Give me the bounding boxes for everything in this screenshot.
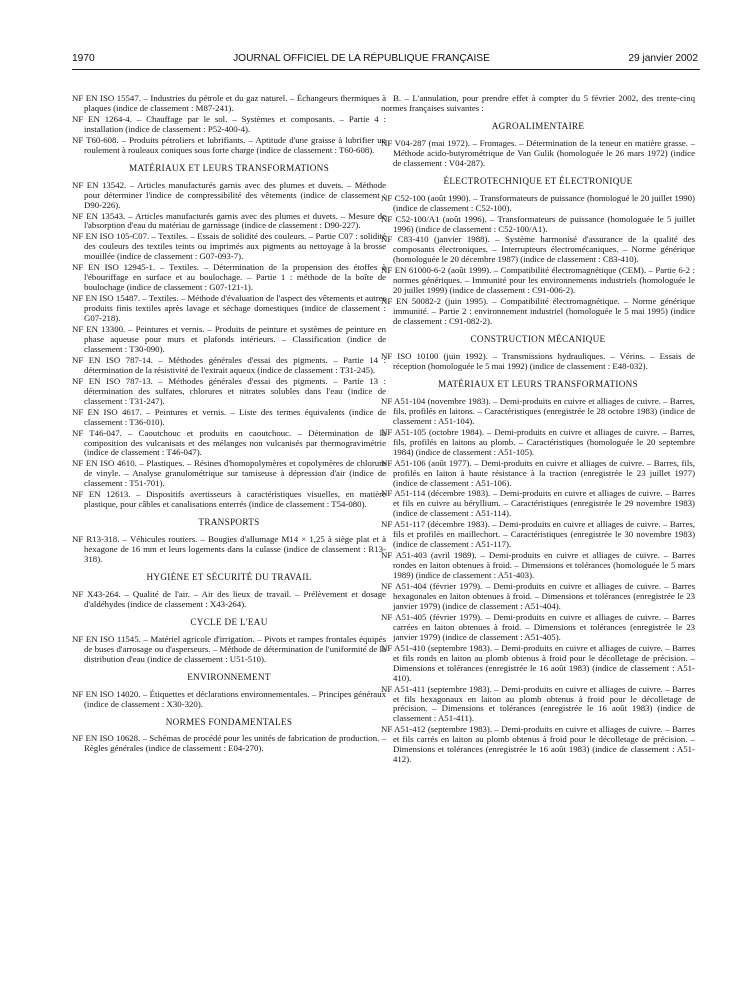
section-heading: NORMES FONDAMENTALES	[165, 716, 293, 727]
standard-entry: NF EN ISO 105-C07. – Textiles. – Essais de solidité des couleurs. – Partie C07 : solidité des couleurs des textiles teints ou imprimés aux pigments au nettoyage à la brosse mouillée (indice de classement : G07-093-7).	[72, 231, 386, 262]
standard-entry: NF A51-403 (avril 1989). – Demi-produits en cuivre et alliages de cuivre. – Barres rondes en laiton obtenues à froid. – Dimensions et tolérances (homologuée le 5 mars 1989) (indice de classement : A51-403).	[381, 550, 695, 581]
standard-entry: NF T46-047. – Caoutchouc et produits en caoutchouc. – Détermination de la composition des vulcanisats et des mélanges non vulcanisés par thermogravimétrie (indice de classement : T46-047).	[72, 427, 386, 458]
standard-entry: NF V04-287 (mai 1972). – Fromages. – Détermination de la teneur en matière grasse. – Méthode acido-butyrométrique de Van Gulik (homologuée le 26 mars 1972) (indice de classement : V04-287).	[381, 137, 695, 168]
standard-entry: NF A51-104 (novembre 1983). – Demi-produits en cuivre et alliages de cuivre. – Barres, fils, profilés en laitons. – Caractéristiques (enregistrée le 28 octobre 1983) (indice de classement : A51-104).	[381, 395, 695, 426]
standard-entry: NF EN 61000-6-2 (août 1999). – Compatibilité électromagnétique (CEM). – Partie 6-2 : normes génériques. – Immunité pour les environnements industriels (homologuée le 20 juillet 1999) (indice de classement : C91-006-2).	[381, 265, 695, 296]
standard-entry: NF EN ISO 15547. – Industries du pétrole et du gaz naturel. – Échangeurs thermiques à plaques (indice de classement : M87-241).	[72, 93, 386, 113]
standard-entry: NF EN 1264-4. – Chauffage par le sol. – Systèmes et composants. – Partie 4 : installation (indice de classement : P52-400-4).	[72, 113, 386, 134]
left-column	[72, 94, 386, 755]
standard-entry: NF EN 13300. – Peintures et vernis. – Produits de peinture et systèmes de peinture en phase aqueuse pour murs et plafonds intérieurs. – Classification (indice de classement : T30-090).	[72, 324, 386, 354]
standard-entry: NF A51-405 (février 1979). – Demi-produits en cuivre et alliages de cuivre. – Barres carrées en laiton obtenues à froid. – Dimensions et tolérances (enregistrée le 23 janvier 1979) (indice de classement : A51-405).	[381, 611, 695, 642]
journal-title: JOURNAL OFFICIEL DE LA RÉPUBLIQUE FRANÇAISE	[233, 52, 490, 64]
standard-entry: NF EN ISO 4610. – Plastiques. – Résines d'homopolymères et copolymères de chlorure de vinyle. – Analyse granulométrique sur tamiseuse à dépression d'air (indice de classement : T51-701).	[72, 458, 386, 489]
standard-entry: NF EN 50082-2 (juin 1995). – Compatibilité électromagnétique. – Norme générique immunité. – Partie 2 : environnement industriel (homologuée le 5 mai 1995) (indice de classement : C91-082-2).	[381, 296, 695, 327]
section-heading: TRANSPORTS	[198, 517, 260, 528]
standard-entry: NF A51-410 (septembre 1983). – Demi-produits en cuivre et alliages de cuivre. – Barres et fils ronds en laiton au plomb obtenus à froid pour le décolletage de précision. – Dimensions et tolérances (enregistrée le 16 août 1983) (indice de classement : A51-410).	[381, 642, 695, 683]
standard-entry: NF EN ISO 10628. – Schémas de procédé pour les unités de fabrication de production. – Règles générales (indice de classement : E04-270).	[72, 733, 386, 754]
standard-entry: NF EN ISO 12945-1. – Textiles. – Détermination de la propension des étoffes à l'ébouriffage en surface et au boulochage. – Partie 1 : méthode de la boîte de boulochage (indice de classement : G07-121-1).	[72, 262, 386, 293]
standard-entry: NF A51-404 (février 1979). – Demi-produits en cuivre et alliages de cuivre. – Barres hexagonales en laiton obtenues à froid. – Dimensions et tolérances (enregistrée le 23 janvier 1979) (indice de classement : A51-404).	[381, 581, 695, 611]
intro-paragraph: B. – L'annulation, pour prendre effet à compter du 5 février 2002, des trente-cinq normes françaises suivantes :	[381, 93, 695, 113]
standard-entry: NF A51-117 (décembre 1983). – Demi-produits en cuivre et alliages de cuivre. – Barres, fils et profilés en maillechort. – Caractéristiques (enregistrée le 30 novembre 1983) (indice de classement : A51-117).	[381, 519, 695, 550]
section-heading: AGROALIMENTAIRE	[491, 120, 585, 131]
issue-date: 29 janvier 2002	[628, 52, 698, 64]
standard-entry: NF EN ISO 15487. – Textiles. – Méthode d'évaluation de l'aspect des vêtements et autres produits finis textiles après lavage et séchage domestiques (indice de classement : G07-218).	[72, 293, 386, 324]
standard-entry: NF A51-411 (septembre 1983). – Demi-produits en cuivre et alliages de cuivre. – Barres et fils hexagonaux en laiton au plomb obtenus à froid pour le décolletage de précision. – Dimensions et tolérances (enregistrée le 16 août 1983) (indice de classement : A51-411).	[381, 683, 695, 724]
standard-entry: NF EN 13543. – Articles manufacturés garnis avec des plumes et duvets. – Mesure de l'absorption d'eau du matériau de garnissage (indice de classement : D90-227).	[72, 210, 386, 231]
right-column	[381, 94, 695, 766]
standard-entry: NF EN ISO 14020. – Étiquettes et déclarations environnementales. – Principes généraux (indice de classement : X30-320).	[72, 688, 386, 709]
section-heading: ENVIRONNEMENT	[187, 671, 271, 682]
standard-entry: NF X43-264. – Qualité de l'air. – Air des lieux de travail. – Prélèvement et dosage d'aldéhydes (indice de classement : X43-264).	[72, 588, 386, 609]
standard-entry: NF C52-100 (août 1990). – Transformateurs de puissance (homologué le 20 juillet 1990) (indice de classement : C52-100).	[381, 192, 695, 213]
standard-entry: NF ISO 10100 (juin 1992). – Transmissions hydrauliques. – Vérins. – Essais de réception (homologuée le 5 mai 1992) (indice de classement : E48-032).	[381, 351, 695, 371]
section-heading: MATÉRIAUX ET LEURS TRANSFORMATIONS	[437, 378, 638, 389]
standard-entry: NF EN ISO 787-14. – Méthodes générales d'essai des pigments. – Partie 14 : détermination de la résistivité de l'extrait aqueux (indice de classement : T31-245).	[72, 354, 386, 375]
section-heading: HYGIÈNE ET SÉCURITÉ DU TRAVAIL	[146, 571, 312, 582]
header-rule	[72, 69, 700, 70]
standard-entry: NF EN ISO 4617. – Peintures et vernis. – Liste des termes équivalents (indice de classement : T36-010).	[72, 406, 386, 427]
page-number: 1970	[72, 52, 95, 64]
standard-entry: NF A51-412 (septembre 1983). – Demi-produits en cuivre et alliages de cuivre. – Barres et fils carrés en laiton au plomb obtenus à froid pour le décolletage de précision. – Dimensions et tolérances (enregistrée le 16 août 1983) (indice de classement : A51-412).	[381, 724, 695, 765]
page-header	[72, 50, 698, 66]
standard-entry: NF T60-608. – Produits pétroliers et lubrifiants. – Aptitude d'une graisse à lubrifier un roulement à rouleaux coniques sous forte charge (indice de classement : T60-608).	[72, 134, 386, 155]
section-heading: CONSTRUCTION MÉCANIQUE	[470, 334, 606, 345]
section-heading: ÉLECTROTECHNIQUE ET ÉLECTRONIQUE	[443, 175, 633, 186]
section-heading: CYCLE DE L'EAU	[190, 616, 268, 627]
standard-entry: NF EN ISO 11545. – Matériel agricole d'irrigation. – Pivots et rampes frontales équipés de buses d'arrosage ou d'asperseurs. – Méthode de détermination de l'uniformité de la distribution d'eau (indice de classement : U51-510).	[72, 633, 386, 664]
standard-entry: NF C83-410 (janvier 1988). – Système harmonisé d'assurance de la qualité des composants électroniques. – Interrupteurs électromécaniques. – Norme générique (homologuée le 20 décembre 1987) (indice de classement : C83-410).	[381, 234, 695, 265]
standard-entry: NF A51-106 (août 1977). – Demi-produits en cuivre et alliages de cuivre. – Barres, fils, profilés en laiton à haute résistance à la traction (enregistrée le 23 juillet 1977) (indice de classement : A51-106).	[381, 457, 695, 488]
standard-entry: NF EN 13542. – Articles manufacturés garnis avec des plumes et duvets. – Méthode pour déterminer l'indice de compressibilité des vêtements (indice de classement : D90-226).	[72, 179, 386, 210]
standard-entry: NF C52-100/A1 (août 1996). – Transformateurs de puissance (homologuée le 5 juillet 1996) (indice de classement : C52-100/A1).	[381, 213, 695, 234]
standard-entry: NF EN ISO 787-13. – Méthodes générales d'essai des pigments. – Partie 13 : détermination des sulfates, chlorures et nitrates solubles dans l'eau (indice de classement : T31-247).	[72, 375, 386, 406]
section-heading: MATÉRIAUX ET LEURS TRANSFORMATIONS	[128, 162, 329, 173]
standard-entry: NF EN 12613. – Dispositifs avertisseurs à caractéristiques visuelles, en matière plastique, pour câbles et canalisations enterrés (indice de classement : T54-080).	[72, 489, 386, 510]
standard-entry: NF R13-318. – Véhicules routiers. – Bougies d'allumage M14 × 1,25 à siège plat et à hexagone de 16 mm et leurs logements dans la culasse (indice de classement : R13-318).	[72, 534, 386, 565]
standard-entry: NF A51-105 (octobre 1984). – Demi-produits en cuivre et alliages de cuivre. – Barres, fils, profilés en laitons au plomb. – Caractéristiques (homologuée le 20 septembre 1984) (indice de classement : A51-105).	[381, 426, 695, 457]
standard-entry: NF A51-114 (décembre 1983). – Demi-produits en cuivre et alliages de cuivre. – Barres et fils en cuivre au béryllium. – Caractéristiques (enregistrée le 29 novembre 1983) (indice de classement : A51-114).	[381, 488, 695, 519]
